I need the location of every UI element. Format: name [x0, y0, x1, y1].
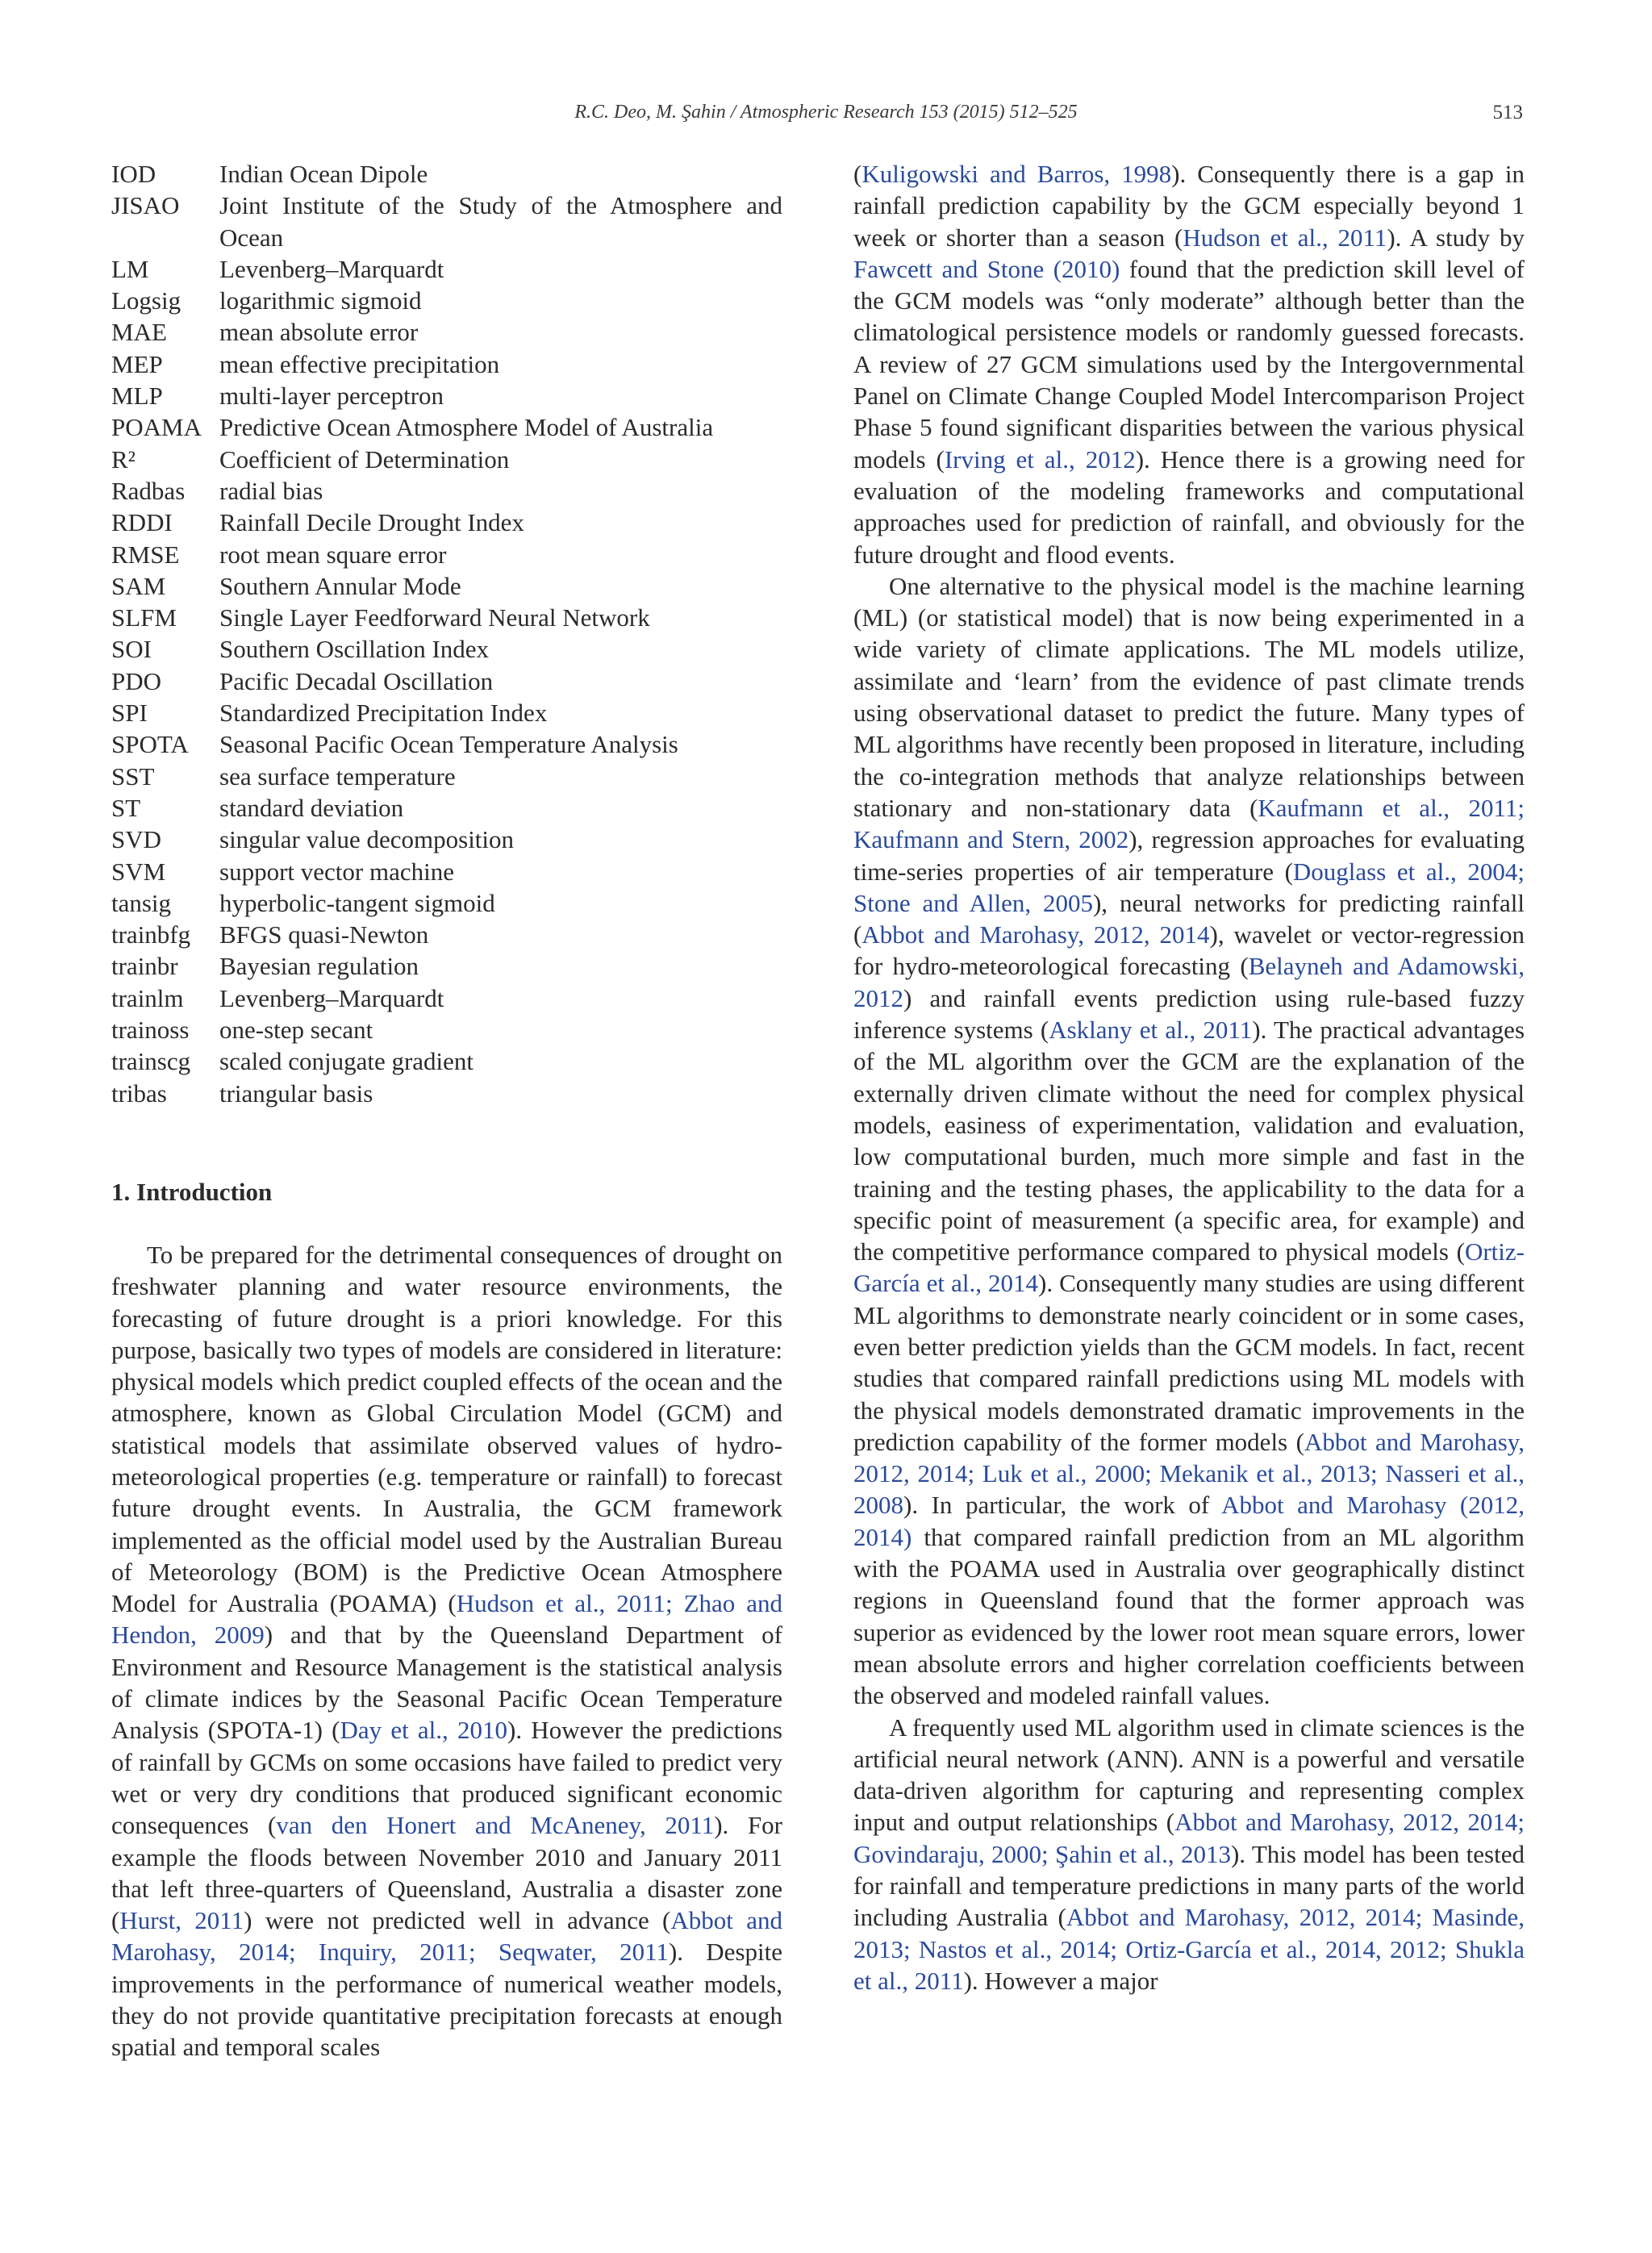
abbreviation-definition: Pacific Decadal Oscillation — [219, 666, 494, 695]
abbreviation-definition: Predictive Ocean Atmosphere Model of Australia — [219, 413, 714, 442]
paragraph-text: ), regression approaches for evaluating time-series properties of air temperature ( — [853, 825, 1525, 886]
abbreviation-row — [111, 665, 782, 697]
paragraph-text: ). However the predictions of rainfall by GCMs on some occasions have failed to predict very wet or very dry conditions that produced significant economic consequences ( — [111, 1716, 782, 1840]
abbreviation-row — [111, 475, 782, 507]
paragraph-text: ), wavelet or vector-regression for hydro-meteorological forecasting ( — [853, 920, 1525, 981]
journal-citation: R.C. Deo, M. Şahin / Atmospheric Research 153 (2015) 512–525 — [574, 102, 1078, 123]
abbreviation-definition: Indian Ocean Dipole — [219, 160, 428, 188]
abbreviation-term: SLFM — [111, 603, 177, 632]
section-heading: 1. Introduction — [111, 1177, 273, 1206]
abbreviation-term: SST — [111, 761, 155, 791]
abbreviation-term: SVM — [111, 857, 166, 886]
abbreviation-row — [111, 633, 782, 665]
abbreviation-definition: triangular basis — [219, 1079, 373, 1108]
citation-link[interactable]: Hudson et al., 2011 — [1183, 223, 1387, 252]
citation-link[interactable]: Abbot and Marohasy (2012, 2014) — [853, 1491, 1525, 1551]
paragraph-text: One alternative to the physical model is the machine learning (ML) (or statistical model) that is now being experimented in a wide variety of climate applications. The ML models utilize, assimilate and ‘learn’ from the evidence of past climate trends using observational dataset to predict the future. Many types of ML algorithms have recently been proposed in literature, including the co-integration methods that analyze relationships between stationary and non-stationary data ( — [853, 571, 1525, 822]
body-paragraph — [853, 570, 1525, 1712]
citation-link[interactable]: Ortiz-García et al., 2014 — [853, 1237, 1525, 1298]
abbreviation-row — [111, 950, 782, 982]
abbreviation-term: tansig — [111, 888, 172, 917]
abbreviation-row — [111, 253, 782, 285]
abbreviation-row — [111, 570, 782, 602]
citation-link[interactable]: Day et al., 2010 — [340, 1716, 508, 1745]
paragraph-text: ) were not predicted well in advance ( — [244, 1906, 671, 1935]
abbreviation-definition: logarithmic sigmoid — [219, 286, 422, 315]
paragraph-text: ). In particular, the work of — [903, 1491, 1222, 1520]
abbreviation-row — [111, 411, 782, 443]
body-paragraph: (Kuligowski and Barros, 1998). Consequently there is a gap in rainfall prediction capability by the GCM especially beyond 1 week or shorter than a season (Hudson et al., 2011). A study by Fawcett and Stone (2010) found that the prediction skill level of the GCM models was “only moderate” although better than the climatological persistence models or randomly guessed forecasts. A review of 27 GCM simulations used by the Intergovernmental Panel on Climate Change Coupled Model Intercomparison Project Phase 5 found significant disparities between the various physical models (Irving et al., 2012). Hence there is a growing need for evaluation of the modeling frameworks and computational approaches used for prediction of rainfall, and obviously for the future drought and flood events. — [853, 160, 1525, 569]
abbreviation-term: SOI — [111, 635, 152, 664]
abbreviation-term: MLP — [111, 382, 163, 411]
citation-link[interactable]: Abbot and Marohasy, 2012, 2014; Luk et al., 2000; Mekanik et al., 2013; Nasseri et al., 2008 — [853, 1427, 1525, 1520]
citation-link[interactable]: Kaufmann et al., 2011; Kaufmann and Stern, 2002 — [853, 793, 1525, 854]
abbreviation-row — [111, 158, 782, 190]
abbreviation-definition: Single Layer Feedforward Neural Network — [219, 603, 650, 632]
abbreviation-term: SAM — [111, 571, 166, 600]
abbreviation-definition: Rainfall Decile Drought Index — [219, 508, 524, 537]
abbreviation-definition: mean effective precipitation — [219, 349, 500, 378]
abbreviation-term: trainbfg — [111, 920, 191, 949]
abbreviation-term: tribas — [111, 1079, 167, 1108]
abbreviation-term: JISAO — [111, 191, 180, 220]
left-column — [111, 158, 782, 2063]
abbreviation-row — [111, 728, 782, 760]
abbreviation-definition: Coefficient of Determination — [219, 444, 510, 474]
abbreviation-row — [111, 1045, 782, 1077]
abbreviation-term: MAE — [111, 318, 167, 347]
paragraph-text: ). Consequently there is a gap in rainfall prediction capability by the GCM especially beyond 1 week or shorter than a season ( — [853, 160, 1525, 252]
abbreviation-definition: BFGS quasi-Newton — [219, 920, 429, 949]
abbreviation-row — [111, 539, 782, 570]
abbreviation-definition: one-step secant — [219, 1016, 373, 1045]
paragraph-text: A frequently used ML algorithm used in climate sciences is the artificial neural network (ANN). ANN is a powerful and versatile data-driven algorithm for capturing and representing complex input and output relationships ( — [853, 1713, 1525, 1837]
abbreviation-definition: mean absolute error — [219, 318, 419, 347]
abbreviation-term: PDO — [111, 666, 162, 695]
abbreviation-definition: Joint Institute of the Study of the Atmosphere and Ocean — [219, 191, 782, 252]
paragraph-text: ) and rainfall events prediction using rule-based fuzzy inference systems ( — [853, 983, 1525, 1045]
citation-link[interactable]: Asklany et al., 2011 — [1049, 1016, 1253, 1045]
citation-link[interactable]: Fawcett and Stone (2010) — [853, 254, 1120, 283]
abbreviation-row — [111, 602, 782, 633]
body-paragraph — [853, 1712, 1525, 1997]
abbreviation-term: trainoss — [111, 1016, 190, 1045]
page-number: 513 — [1492, 102, 1523, 123]
abbreviation-row — [111, 697, 782, 728]
paragraph-text: ), neural networks for predicting rainfall ( — [853, 888, 1525, 949]
abbreviation-term: trainscg — [111, 1047, 191, 1076]
paragraph-text: ). Hence there is a growing need for evaluation of the modeling frameworks and computational approaches used for prediction of rainfall, and obviously for the future drought and flood events. — [853, 444, 1525, 569]
abbreviation-term: Logsig — [111, 286, 181, 315]
citation-link[interactable]: Abbot and Marohasy, 2014; Inquiry, 2011; Seqwater, 2011 — [111, 1906, 782, 1967]
citation-link[interactable]: Abbot and Marohasy, 2012, 2014 — [861, 920, 1210, 949]
abbreviation-list — [111, 158, 782, 1109]
abbreviation-definition: sea surface temperature — [219, 761, 456, 791]
abbreviation-row — [111, 856, 782, 887]
abbreviation-term: SPOTA — [111, 730, 189, 759]
paragraph-text: ). For example the floods between November 2010 and January 2011 that left three-quarters of Queensland, Australia a disaster zone ( — [111, 1811, 783, 1935]
abbreviation-term: RMSE — [111, 540, 180, 569]
paragraph-text: found that the prediction skill level of the GCM models was “only moderate” although better than the climatological persistence models or randomly guessed forecasts. A review of 27 GCM simulations used by the Intergovernmental Panel on Climate Change Coupled Model Intercomparison Project Phase 5 found significant disparities between the various physical models ( — [853, 254, 1525, 474]
paragraph-text: To be prepared for the detrimental consequences of drought on freshwater planning and water resource environments, the forecasting of future drought is a priori knowledge. For this purpose, basically two types of models are considered in literature: physical models which predict coupled effects of the ocean and the atmosphere, known as Global Circulation Model (GCM) and statistical models that assimilate observed values of hydro-meteorological properties (e.g. temperature or rainfall) to forecast future drought events. In Australia, the GCM framework implemented as the official model used by the Australian Bureau of Meteorology (BOM) is the Predictive Ocean Atmosphere Model for Australia (POAMA) ( — [111, 1240, 782, 1618]
abbreviation-term: SPI — [111, 699, 148, 728]
abbreviation-row — [111, 761, 782, 792]
paragraph-text: ). This model has been tested for rainfall and temperature predictions in many parts of the world including Australia ( — [853, 1839, 1525, 1932]
paragraph-text: ). A study by — [1387, 223, 1525, 252]
abbreviation-row — [111, 824, 782, 855]
citation-link[interactable]: Douglass et al., 2004; Stone and Allen, 2005 — [853, 857, 1525, 917]
right-column — [853, 158, 1525, 1996]
abbreviation-row — [111, 348, 782, 380]
abbreviation-term: trainlm — [111, 983, 184, 1012]
abbreviation-definition: standard deviation — [219, 793, 404, 822]
abbreviation-row — [111, 380, 782, 411]
abbreviation-row — [111, 507, 782, 538]
abbreviation-definition: Southern Oscillation Index — [219, 635, 490, 664]
abbreviation-term: MEP — [111, 349, 163, 378]
abbreviation-term: R² — [111, 444, 136, 474]
citation-link[interactable]: Belayneh and Adamowski, 2012 — [853, 952, 1525, 1012]
abbreviation-definition: Levenberg–Marquardt — [219, 983, 444, 1012]
right-body-text — [853, 158, 1525, 1996]
abbreviation-definition: scaled conjugate gradient — [219, 1047, 474, 1076]
abbreviation-definition: Levenberg–Marquardt — [219, 254, 444, 283]
abbreviation-definition: Standardized Precipitation Index — [219, 699, 548, 728]
abbreviation-term: ST — [111, 793, 141, 822]
paragraph-text: that compared rainfall prediction from an ML algorithm with the POAMA used in Australia over geographically distinct regions in Queensland found that the former approach was superior as evidenced by the lower root mean square errors, lower mean absolute errors and higher correlation coefficients between the observed and modeled rainfall values. — [853, 1522, 1525, 1710]
abbreviation-definition: hyperbolic-tangent sigmoid — [219, 888, 495, 917]
abbreviation-term: LM — [111, 254, 149, 283]
abbreviation-definition: support vector machine — [219, 857, 454, 886]
running-head — [0, 102, 1652, 134]
abbreviation-term: IOD — [111, 160, 156, 188]
paragraph-text: ) and that by the Queensland Department of Environment and Resource Management is the statistical analysis of climate indices by the Seasonal Pacific Ocean Temperature Analysis (SPOTA-1) ( — [111, 1621, 782, 1745]
paragraph-text: ). Consequently many studies are using different ML algorithms to demonstrate nearly coincident or in some cases, even better prediction yields than the GCM models. In fact, recent studies that compared rainfall predictions using ML models with the physical models demonstrated dramatic improvements in the prediction capability of the former models ( — [853, 1269, 1525, 1456]
abbreviation-row — [111, 1014, 782, 1045]
abbreviation-definition: root mean square error — [219, 540, 447, 569]
abbreviation-term: trainbr — [111, 952, 178, 981]
abbreviation-row — [111, 444, 782, 475]
abbreviation-term: SVD — [111, 825, 162, 854]
citation-link[interactable]: Abbot and Marohasy, 2012, 2014; Govindaraju, 2000; Şahin et al., 2013 — [853, 1808, 1525, 1868]
body-paragraph — [111, 1239, 782, 2063]
abbreviation-definition: Southern Annular Mode — [219, 571, 461, 600]
abbreviation-row — [111, 919, 782, 950]
abbreviation-row — [111, 190, 782, 253]
abbreviation-row — [111, 1078, 782, 1109]
abbreviation-row — [111, 887, 782, 919]
abbreviation-term: POAMA — [111, 413, 202, 442]
abbreviation-row — [111, 983, 782, 1014]
citation-link[interactable]: Irving et al., 2012 — [944, 444, 1136, 474]
paragraph-text: ). The practical advantages of the ML algorithm over the GCM are the explanation of the externally driven climate without the need for complex physical models, easiness of experimentation, validation and evaluation, low computational burden, much more simple and fast in the training and the testing phases, the applicability to the data for a specific point of measurement (a specific area, for example) and the competitive performance compared to physical models ( — [853, 1016, 1525, 1266]
abbreviation-definition: Seasonal Pacific Ocean Temperature Analysis — [219, 730, 678, 759]
abbreviation-row — [111, 285, 782, 316]
citation-link[interactable]: Abbot and Marohasy, 2012, 2014; Masinde, 2013; Nastos et al., 2014; Ortiz-García et al., 2014, 2012; Shukla et al., 2011 — [853, 1903, 1525, 1995]
abbreviation-row — [111, 316, 782, 348]
abbreviation-row — [111, 792, 782, 824]
citation-link[interactable]: Hudson et al., 2011; Zhao and Hendon, 2009 — [111, 1589, 782, 1650]
citation-link[interactable]: Hurst, 2011 — [119, 1906, 244, 1935]
paragraph-text: ). However a major — [963, 1966, 1158, 1995]
abbreviation-definition: Bayesian regulation — [219, 952, 419, 981]
citation-link[interactable]: van den Honert and McAneney, 2011 — [276, 1811, 715, 1840]
abbreviation-definition: radial bias — [219, 476, 323, 505]
abbreviation-term: Radbas — [111, 476, 186, 505]
abbreviation-term: RDDI — [111, 508, 173, 537]
abbreviation-definition: multi-layer perceptron — [219, 382, 444, 411]
paragraph-text: ). Despite improvements in the performance of numerical weather models, they do not provide quantitative precipitation forecasts at enough spatial and temporal scales — [111, 1938, 782, 2062]
citation-link[interactable]: Kuligowski and Barros, 1998 — [861, 160, 1172, 188]
left-body-text — [111, 1239, 782, 2063]
abbreviation-definition: singular value decomposition — [219, 825, 515, 854]
